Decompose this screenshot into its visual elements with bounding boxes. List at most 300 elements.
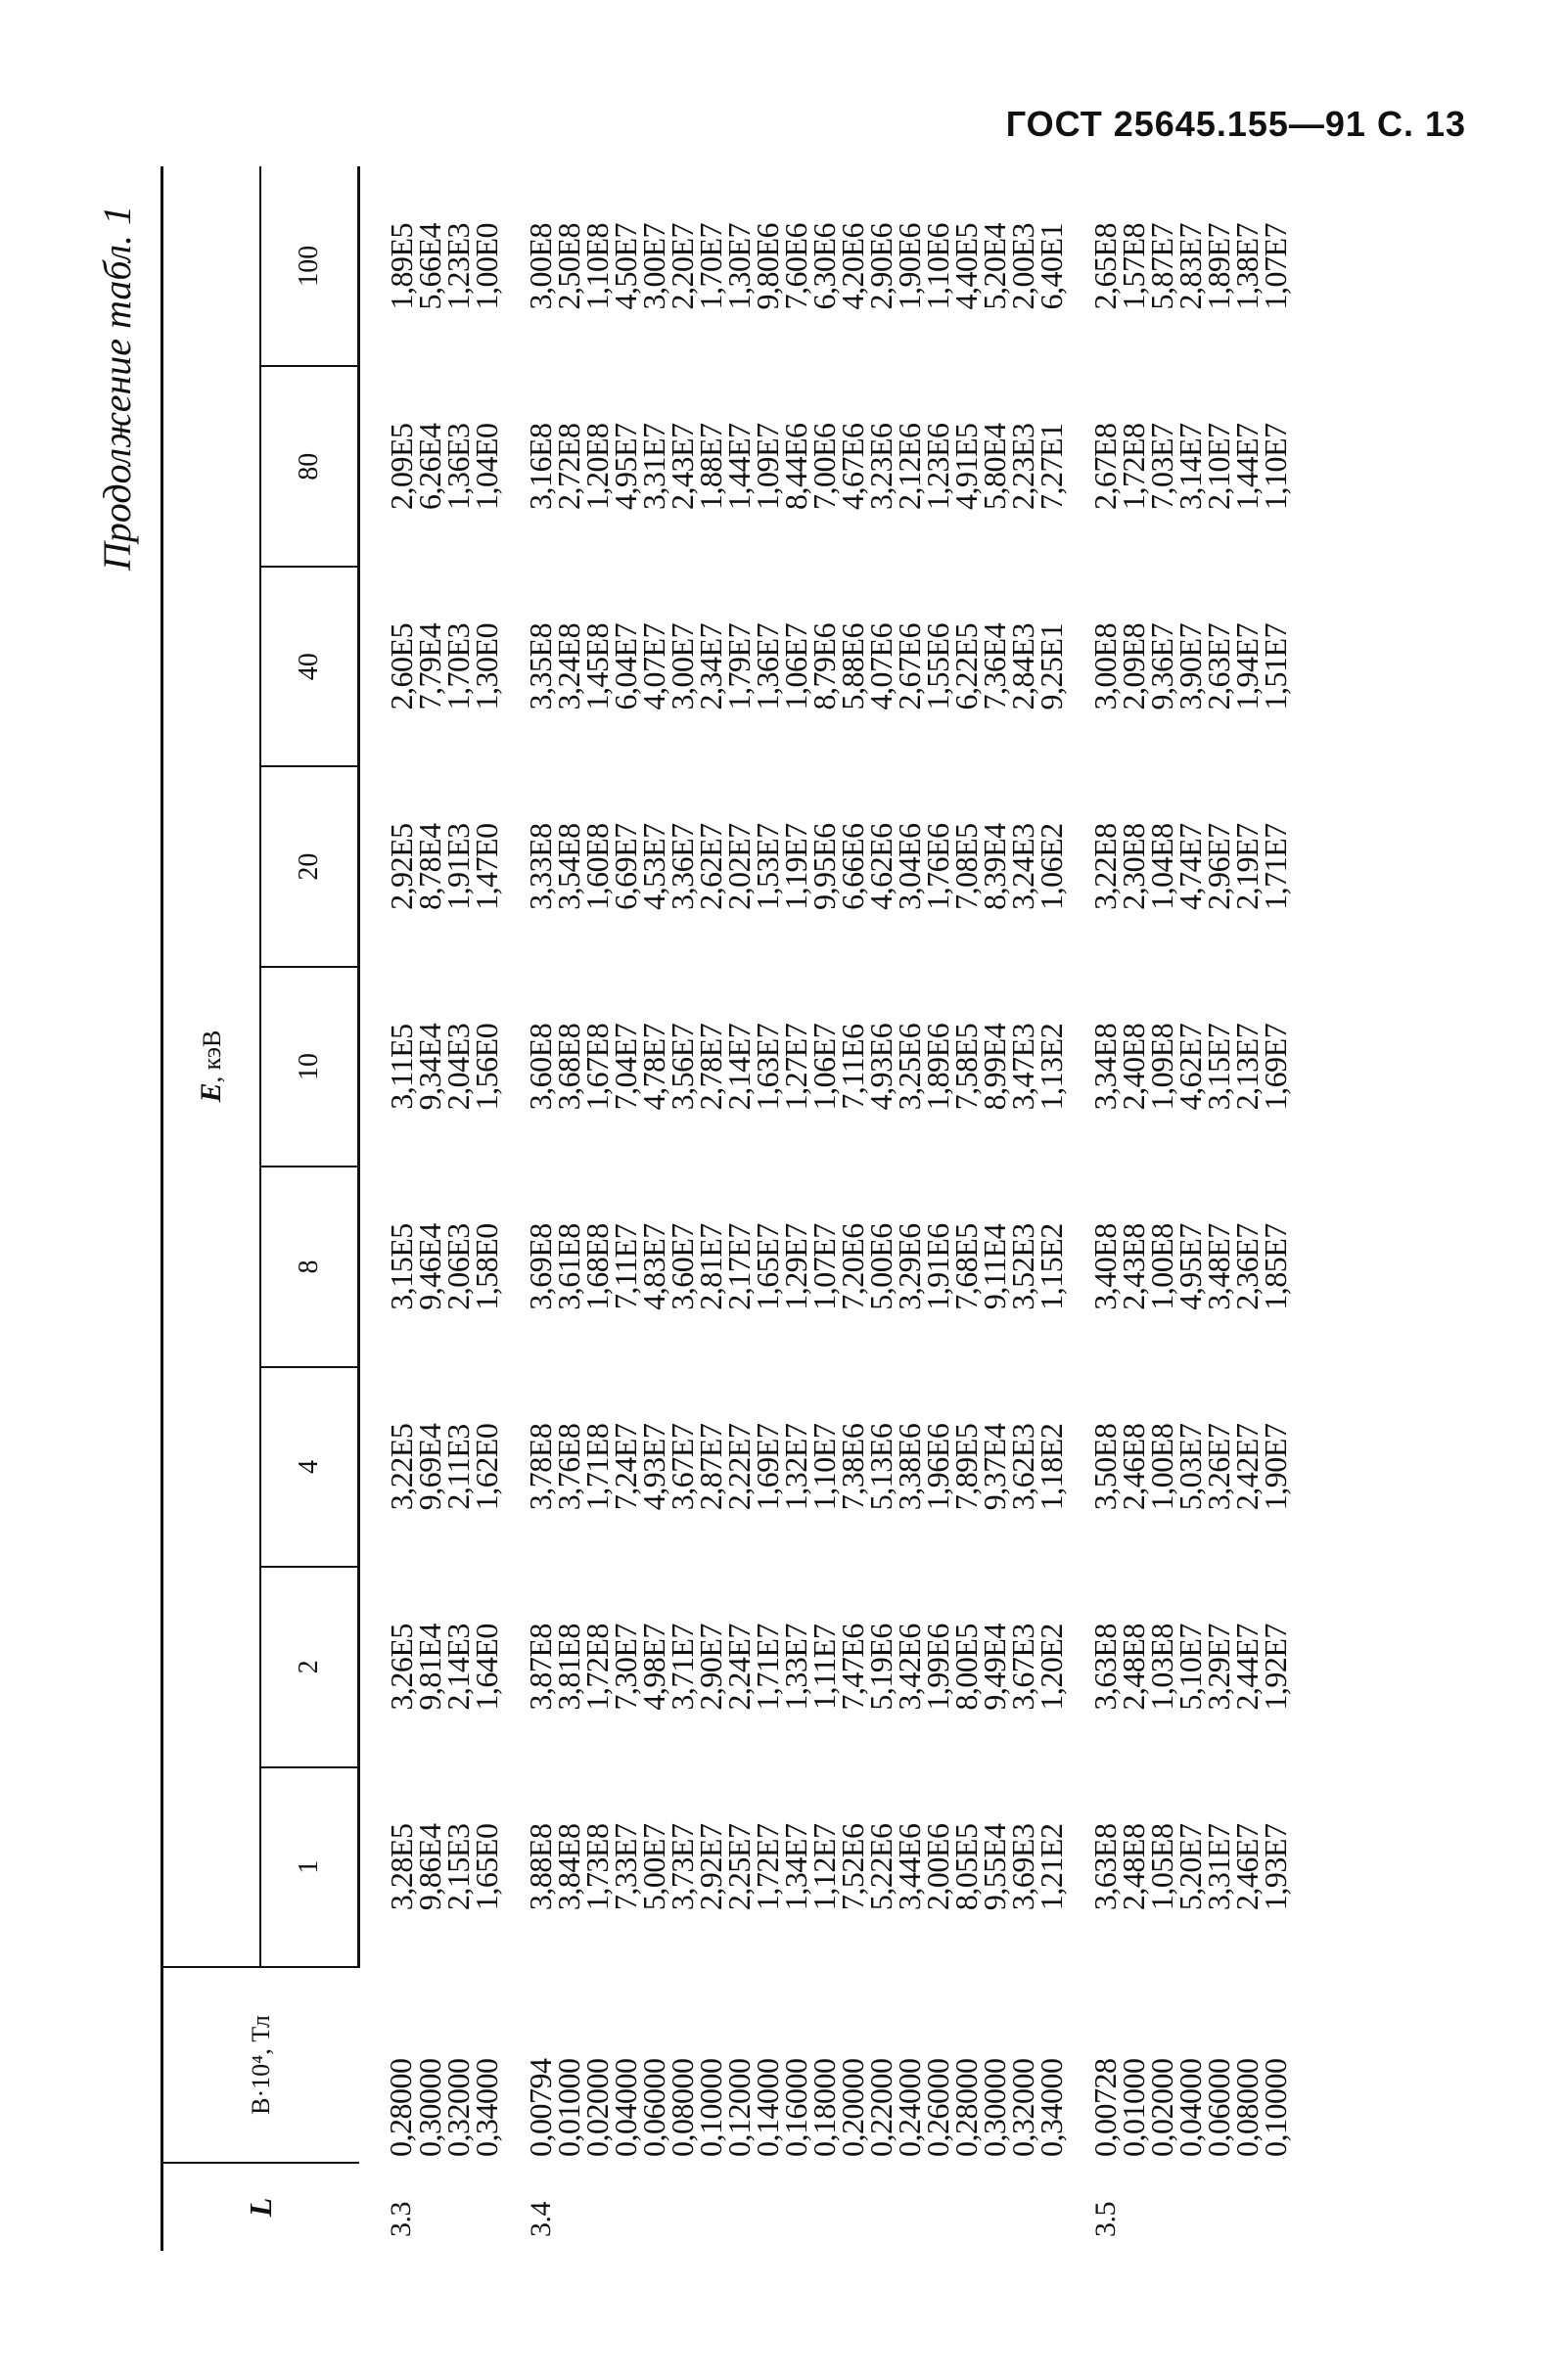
cell-value: 5,00E7 — [636, 1823, 671, 1911]
cell-value: 1,20E8 — [579, 423, 615, 510]
cell-value: 1,23E3 — [440, 222, 476, 310]
cell-value: 1,07E7 — [1258, 222, 1293, 310]
energy-label: E — [195, 1082, 227, 1103]
table-row — [1066, 166, 1120, 2251]
cell-value: 3,14E7 — [1173, 423, 1208, 510]
cell-value: 3,71E7 — [665, 1624, 700, 1711]
cell-value: 2,46E7 — [1229, 1823, 1265, 1911]
cell-value: 7,30E7 — [608, 1624, 643, 1711]
cell-value: 1,64E0 — [469, 1624, 504, 1711]
cell-value: 2,19E7 — [1229, 823, 1265, 910]
cell-value: 6,22E5 — [948, 622, 984, 710]
cell-value: 1,04E0 — [469, 423, 504, 510]
cell-value: 2,40E8 — [1116, 1023, 1151, 1111]
cell-value: 3,00E7 — [665, 622, 700, 710]
cell-value: 1,19E7 — [778, 823, 813, 910]
cell-value: 3,00E8 — [1087, 622, 1123, 710]
table-body — [359, 166, 1291, 2251]
cell-value: 2,50E8 — [551, 222, 586, 310]
cell-value: 9,34E4 — [412, 1023, 447, 1111]
cell-l — [1205, 2163, 1233, 2251]
table-row — [473, 166, 501, 2251]
cell-value: 1,47E0 — [469, 823, 504, 910]
cell-l — [1148, 2163, 1176, 2251]
cell-value: 3,35E8 — [523, 622, 558, 710]
cell-value: 1,10E8 — [579, 222, 615, 310]
cell-value: 3,33E8 — [523, 823, 558, 910]
cell-value: 1,45E8 — [579, 622, 615, 710]
energy-header: 8 — [260, 1167, 359, 1366]
cell-value: 3,24E8 — [551, 622, 586, 710]
cell-value: 1,03E8 — [1144, 1624, 1179, 1711]
cell-value: 7,20E6 — [835, 1223, 870, 1310]
cell-value: 9,37E4 — [977, 1423, 1012, 1511]
cell-value: 3,47E3 — [1005, 1023, 1040, 1111]
cell-value: 3,40E8 — [1087, 1223, 1123, 1310]
cell-value: 1,06E7 — [778, 622, 813, 710]
cell-l — [555, 2163, 583, 2251]
cell-value: 5,80E4 — [977, 423, 1012, 510]
cell-b: 0,10000 — [1258, 2058, 1293, 2157]
cell-value: 3,44E6 — [892, 1823, 927, 1911]
cell-b: 0,18000 — [806, 2058, 842, 2157]
cell-l — [867, 2163, 896, 2251]
cell-value: 3,78E8 — [523, 1423, 558, 1511]
cell-value: 3,34E8 — [1087, 1023, 1123, 1111]
cell-value: 1,69E7 — [1258, 1023, 1293, 1111]
cell-b: 0,34000 — [1034, 2058, 1069, 2157]
cell-value: 1,04E8 — [1144, 823, 1179, 910]
cell-b: 0,00794 — [523, 2058, 558, 2157]
cell-value: 3,15E7 — [1201, 1023, 1236, 1111]
cell-value: 2,30E8 — [1116, 823, 1151, 910]
cell-value: 1,12E7 — [806, 1823, 842, 1911]
cell-value: 3,50E8 — [1087, 1423, 1123, 1511]
cell-value: 2,63E7 — [1201, 622, 1236, 710]
cell-value: 3,26E7 — [1201, 1423, 1236, 1511]
cell-value: 2,12E6 — [892, 423, 927, 510]
cell-value: 4,95E7 — [608, 423, 643, 510]
cell-value: 2,22E7 — [721, 1423, 757, 1511]
cell-value: 3,00E7 — [636, 222, 671, 310]
cell-b: 0,02000 — [579, 2058, 615, 2157]
cell-value: 7,00E6 — [806, 423, 842, 510]
cell-value: 1,71E7 — [750, 1624, 785, 1711]
cell-value: 2,48E8 — [1116, 1624, 1151, 1711]
cell-value: 2,14E3 — [440, 1624, 476, 1711]
cell-value: 4,93E7 — [636, 1423, 671, 1511]
cell-value: 3,28E5 — [384, 1823, 419, 1911]
cell-value: 2,96E7 — [1201, 823, 1236, 910]
table-row — [1037, 166, 1066, 2251]
cell-value: 1,53E7 — [750, 823, 785, 910]
cell-value: 3,42E6 — [892, 1624, 927, 1711]
cell-l — [612, 2163, 640, 2251]
cell-value: 2,87E7 — [693, 1423, 728, 1511]
energy-header: 10 — [260, 967, 359, 1167]
cell-value: 5,13E6 — [863, 1423, 898, 1511]
cell-value: 2,36E7 — [1229, 1223, 1265, 1310]
cell-value: 2,00E3 — [1005, 222, 1040, 310]
cell-value: 1,21E2 — [1034, 1823, 1069, 1911]
table-row — [501, 166, 555, 2251]
cell-value: 3,63E8 — [1087, 1823, 1123, 1911]
cell-l — [782, 2163, 810, 2251]
cell-value: 1,51E7 — [1258, 622, 1293, 710]
cell-value: 3,31E7 — [1201, 1823, 1236, 1911]
data-table — [161, 166, 1293, 2251]
cell-b: 0,26000 — [920, 2058, 955, 2157]
cell-value: 8,78E4 — [412, 823, 447, 910]
cell-value: 5,66E4 — [412, 222, 447, 310]
cell-value: 3,84E8 — [551, 1823, 586, 1911]
cell-value: 2,20E7 — [665, 222, 700, 310]
cell-value: 2,00E6 — [920, 1823, 955, 1911]
cell-value: 9,36E7 — [1144, 622, 1179, 710]
cell-l — [640, 2163, 668, 2251]
cell-value: 5,00E6 — [863, 1223, 898, 1310]
cell-value: 1,44E7 — [721, 423, 757, 510]
energy-header: 40 — [260, 567, 359, 766]
cell-value: 7,68E5 — [948, 1223, 984, 1310]
cell-value: 1,94E7 — [1229, 622, 1265, 710]
cell-b: 0,28000 — [382, 2058, 418, 2157]
cell-value: 4,50E7 — [608, 222, 643, 310]
cell-value: 1,90E7 — [1258, 1423, 1293, 1511]
cell-value: 1,65E7 — [750, 1223, 785, 1310]
cell-value: 1,93E7 — [1258, 1823, 1293, 1911]
energy-header: 100 — [260, 166, 359, 367]
cell-b: 0,28000 — [948, 2058, 984, 2157]
cell-value: 4,07E6 — [863, 622, 898, 710]
cell-value: 4,53E7 — [636, 823, 671, 910]
cell-value: 2,15E3 — [440, 1823, 476, 1911]
cell-value: 2,72E8 — [551, 423, 586, 510]
cell-value: 1,70E7 — [693, 222, 728, 310]
cell-l — [416, 2163, 444, 2251]
cell-value: 7,60E6 — [778, 222, 813, 310]
cell-b: 0,20000 — [835, 2058, 870, 2157]
cell-value: 3,76E8 — [551, 1423, 586, 1511]
cell-value: 6,04E7 — [608, 622, 643, 710]
cell-value: 2,17E7 — [721, 1223, 757, 1310]
cell-l — [1120, 2163, 1148, 2251]
cell-value: 1,05E8 — [1144, 1823, 1179, 1911]
cell-value: 3,04E6 — [892, 823, 927, 910]
cell-value: 7,08E5 — [948, 823, 984, 910]
cell-value: 1,89E7 — [1201, 222, 1236, 310]
cell-value: 1,36E7 — [750, 622, 785, 710]
cell-l — [668, 2163, 697, 2251]
cell-value: 6,69E7 — [608, 823, 643, 910]
cell-value: 1,71E7 — [1258, 823, 1293, 910]
cell-value: 3,54E8 — [551, 823, 586, 910]
cell-value: 3,61E8 — [551, 1223, 586, 1310]
column-header-l: L — [162, 2163, 359, 2251]
cell-b: 0,06000 — [636, 2058, 671, 2157]
cell-value: 7,47E6 — [835, 1624, 870, 1711]
cell-l — [1233, 2163, 1262, 2251]
cell-value: 2,90E7 — [693, 1624, 728, 1711]
cell-value: 6,26E4 — [412, 423, 447, 510]
cell-value: 2,67E8 — [1087, 423, 1123, 510]
cell-b: 0,01000 — [1116, 2058, 1151, 2157]
cell-value: 9,11E4 — [977, 1223, 1012, 1310]
cell-l — [810, 2163, 839, 2251]
cell-l: 3.3 — [384, 2202, 417, 2237]
cell-value: 3,26E5 — [384, 1624, 419, 1711]
cell-l — [1262, 2163, 1290, 2251]
cell-value: 1,11E7 — [806, 1624, 842, 1711]
cell-value: 1,56E0 — [469, 1023, 504, 1111]
table-caption: Продолжение табл. 1 — [95, 206, 139, 572]
cell-value: 1,09E8 — [1144, 1023, 1179, 1111]
cell-value: 3,67E7 — [665, 1423, 700, 1511]
cell-value: 9,46E4 — [412, 1223, 447, 1310]
cell-value: 1,70E3 — [440, 622, 476, 710]
cell-value: 1,07E7 — [806, 1223, 842, 1310]
cell-value: 5,20E4 — [977, 222, 1012, 310]
cell-l — [473, 2163, 501, 2251]
cell-value: 4,62E6 — [863, 823, 898, 910]
cell-value: 2,83E7 — [1173, 222, 1208, 310]
energy-header: 2 — [260, 1567, 359, 1766]
cell-value: 2,43E7 — [665, 423, 700, 510]
cell-value: 1,33E7 — [778, 1624, 813, 1711]
cell-value: 9,80E6 — [750, 222, 785, 310]
cell-value: 8,00E5 — [948, 1624, 984, 1711]
cell-l: 3.4 — [525, 2202, 557, 2237]
cell-value: 7,11E7 — [608, 1223, 643, 1310]
cell-b: 0,08000 — [1229, 2058, 1265, 2157]
cell-value: 2,14E7 — [721, 1023, 757, 1111]
cell-value: 3,22E8 — [1087, 823, 1123, 910]
cell-b: 0,00728 — [1087, 2058, 1123, 2157]
cell-value: 2,43E8 — [1116, 1223, 1151, 1310]
cell-value: 3,11E5 — [384, 1024, 419, 1110]
cell-value: 1,36E3 — [440, 423, 476, 510]
cell-value: 3,25E6 — [892, 1023, 927, 1111]
cell-value: 4,20E6 — [835, 222, 870, 310]
energy-header: 4 — [260, 1367, 359, 1567]
cell-b: 0,14000 — [750, 2058, 785, 2157]
cell-value: 8,99E4 — [977, 1023, 1012, 1111]
cell-value: 7,38E6 — [835, 1423, 870, 1511]
cell-value: 3,81E8 — [551, 1624, 586, 1711]
cell-value: 1,38E7 — [1229, 222, 1265, 310]
cell-value: 3,29E6 — [892, 1223, 927, 1310]
cell-value: 2,09E8 — [1116, 622, 1151, 710]
cell-value: 1,69E7 — [750, 1423, 785, 1511]
cell-value: 1,55E6 — [920, 622, 955, 710]
cell-value: 3,67E3 — [1005, 1624, 1040, 1711]
cell-value: 3,38E6 — [892, 1423, 927, 1511]
cell-value: 7,03E7 — [1144, 423, 1179, 510]
cell-value: 3,88E8 — [523, 1823, 558, 1911]
cell-value: 2,09E5 — [384, 423, 419, 510]
cell-value: 5,20E7 — [1173, 1823, 1208, 1911]
cell-value: 3,22E5 — [384, 1423, 419, 1511]
cell-value: 1,34E7 — [778, 1823, 813, 1911]
cell-value: 1,00E8 — [1144, 1423, 1179, 1511]
cell-value: 3,73E7 — [665, 1823, 700, 1911]
cell-value: 1,23E6 — [920, 423, 955, 510]
cell-value: 2,92E7 — [693, 1823, 728, 1911]
cell-value: 7,58E5 — [948, 1023, 984, 1111]
cell-value: 2,04E3 — [440, 1023, 476, 1111]
cell-value: 2,48E8 — [1116, 1823, 1151, 1911]
cell-b: 0,30000 — [412, 2058, 447, 2157]
cell-value: 9,49E4 — [977, 1624, 1012, 1711]
cell-value: 1,27E7 — [778, 1023, 813, 1111]
cell-value: 3,23E6 — [863, 423, 898, 510]
cell-value: 3,24E3 — [1005, 823, 1040, 910]
column-header-b: B·10⁴, Тл — [162, 1967, 359, 2163]
cell-value: 1,85E7 — [1258, 1223, 1293, 1310]
cell-l — [1037, 2163, 1066, 2251]
cell-value: 3,60E8 — [523, 1023, 558, 1111]
cell-b: 0,01000 — [551, 2058, 586, 2157]
cell-value: 1,29E7 — [778, 1223, 813, 1310]
cell-l — [952, 2163, 981, 2251]
cell-b: 0,30000 — [977, 2058, 1012, 2157]
cell-value: 9,69E4 — [412, 1423, 447, 1511]
cell-value: 2,06E3 — [440, 1223, 476, 1310]
cell-b: 0,32000 — [440, 2058, 476, 2157]
cell-value: 3,16E8 — [523, 423, 558, 510]
cell-value: 4,93E6 — [863, 1023, 898, 1111]
cell-value: 1,92E7 — [1258, 1624, 1293, 1711]
cell-l: 3.5 — [1089, 2202, 1122, 2237]
cell-value: 2,44E7 — [1229, 1624, 1265, 1711]
cell-value: 1,91E6 — [920, 1223, 955, 1310]
cell-value: 3,69E3 — [1005, 1823, 1040, 1911]
cell-value: 6,40E1 — [1034, 222, 1069, 310]
cell-value: 9,86E4 — [412, 1823, 447, 1911]
cell-l — [896, 2163, 924, 2251]
cell-value: 3,48E7 — [1201, 1223, 1236, 1310]
cell-value: 1,89E5 — [384, 222, 419, 310]
cell-value: 5,87E7 — [1144, 222, 1179, 310]
cell-value: 3,69E8 — [523, 1223, 558, 1310]
cell-value: 1,60E8 — [579, 823, 615, 910]
energy-header: 20 — [260, 766, 359, 966]
cell-value: 4,91E5 — [948, 423, 984, 510]
cell-value: 7,52E6 — [835, 1823, 870, 1911]
cell-l — [583, 2163, 612, 2251]
cell-value: 2,62E7 — [693, 823, 728, 910]
cell-value: 1,00E8 — [1144, 1223, 1179, 1310]
cell-l — [444, 2163, 473, 2251]
cell-value: 1,09E7 — [750, 423, 785, 510]
cell-value: 1,96E6 — [920, 1423, 955, 1511]
table-row — [359, 166, 417, 2251]
cell-value: 4,78E7 — [636, 1023, 671, 1111]
cell-value: 7,04E7 — [608, 1023, 643, 1111]
cell-b: 0,16000 — [778, 2058, 813, 2157]
cell-value: 1,10E7 — [806, 1423, 842, 1511]
cell-value: 3,15E5 — [384, 1223, 419, 1310]
cell-value: 4,74E7 — [1173, 823, 1208, 910]
cell-value: 1,20E2 — [1034, 1624, 1069, 1711]
column-header-energy — [162, 166, 261, 1967]
cell-value: 2,46E8 — [1116, 1423, 1151, 1511]
cell-value: 1,30E0 — [469, 622, 504, 710]
cell-value: 9,55E4 — [977, 1823, 1012, 1911]
cell-value: 4,83E7 — [636, 1223, 671, 1310]
cell-value: 1,73E8 — [579, 1823, 615, 1911]
cell-b: 0,12000 — [721, 2058, 757, 2157]
cell-value: 1,10E7 — [1258, 423, 1293, 510]
cell-value: 2,90E6 — [863, 222, 898, 310]
cell-value: 1,57E8 — [1116, 222, 1151, 310]
cell-value: 5,22E6 — [863, 1823, 898, 1911]
cell-value: 4,40E5 — [948, 222, 984, 310]
cell-value: 3,00E8 — [523, 222, 558, 310]
cell-value: 1,89E6 — [920, 1023, 955, 1111]
cell-value: 2,81E7 — [693, 1223, 728, 1310]
cell-value: 1,15E2 — [1034, 1223, 1069, 1310]
cell-value: 1,00E0 — [469, 222, 504, 310]
cell-value: 1,68E8 — [579, 1223, 615, 1310]
cell-value: 5,10E7 — [1173, 1624, 1208, 1711]
cell-b: 0,04000 — [608, 2058, 643, 2157]
cell-b: 0,32000 — [1005, 2058, 1040, 2157]
cell-value: 9,95E6 — [806, 823, 842, 910]
cell-value: 1,72E8 — [579, 1624, 615, 1711]
cell-value: 7,79E4 — [412, 622, 447, 710]
cell-value: 2,78E7 — [693, 1023, 728, 1111]
cell-l — [839, 2163, 867, 2251]
cell-value: 4,98E7 — [636, 1624, 671, 1711]
cell-value: 3,87E8 — [523, 1624, 558, 1711]
cell-value: 7,36E4 — [977, 622, 1012, 710]
cell-b: 0,02000 — [1144, 2058, 1179, 2157]
cell-value: 8,79E6 — [806, 622, 842, 710]
cell-l — [1009, 2163, 1037, 2251]
cell-value: 3,56E7 — [665, 1023, 700, 1111]
cell-value: 8,05E5 — [948, 1823, 984, 1911]
cell-value: 2,84E3 — [1005, 622, 1040, 710]
cell-value: 2,42E7 — [1229, 1423, 1265, 1511]
cell-l — [754, 2163, 782, 2251]
cell-l — [697, 2163, 725, 2251]
cell-value: 4,62E7 — [1173, 1023, 1208, 1111]
cell-value: 6,30E6 — [806, 222, 842, 310]
cell-value: 1,72E7 — [750, 1823, 785, 1911]
cell-value: 1,32E7 — [778, 1423, 813, 1511]
cell-value: 1,18E2 — [1034, 1423, 1069, 1511]
cell-value: 1,06E2 — [1034, 823, 1069, 910]
cell-value: 1,13E2 — [1034, 1023, 1069, 1111]
cell-b: 0,22000 — [863, 2058, 898, 2157]
cell-value: 3,90E7 — [1173, 622, 1208, 710]
cell-value: 1,79E7 — [721, 622, 757, 710]
cell-value: 2,67E6 — [892, 622, 927, 710]
cell-value: 3,68E8 — [551, 1023, 586, 1111]
cell-value: 2,25E7 — [721, 1823, 757, 1911]
cell-l — [981, 2163, 1009, 2251]
cell-value: 1,71E8 — [579, 1423, 615, 1511]
cell-value: 1,67E8 — [579, 1023, 615, 1111]
cell-value: 7,24E7 — [608, 1423, 643, 1511]
cell-value: 1,58E0 — [469, 1223, 504, 1310]
cell-value: 2,65E8 — [1087, 222, 1123, 310]
cell-value: 2,24E7 — [721, 1624, 757, 1711]
cell-value: 7,89E5 — [948, 1423, 984, 1511]
cell-value: 3,60E7 — [665, 1223, 700, 1310]
page-header: ГОСТ 25645.155—91 С. 13 — [1005, 104, 1466, 144]
